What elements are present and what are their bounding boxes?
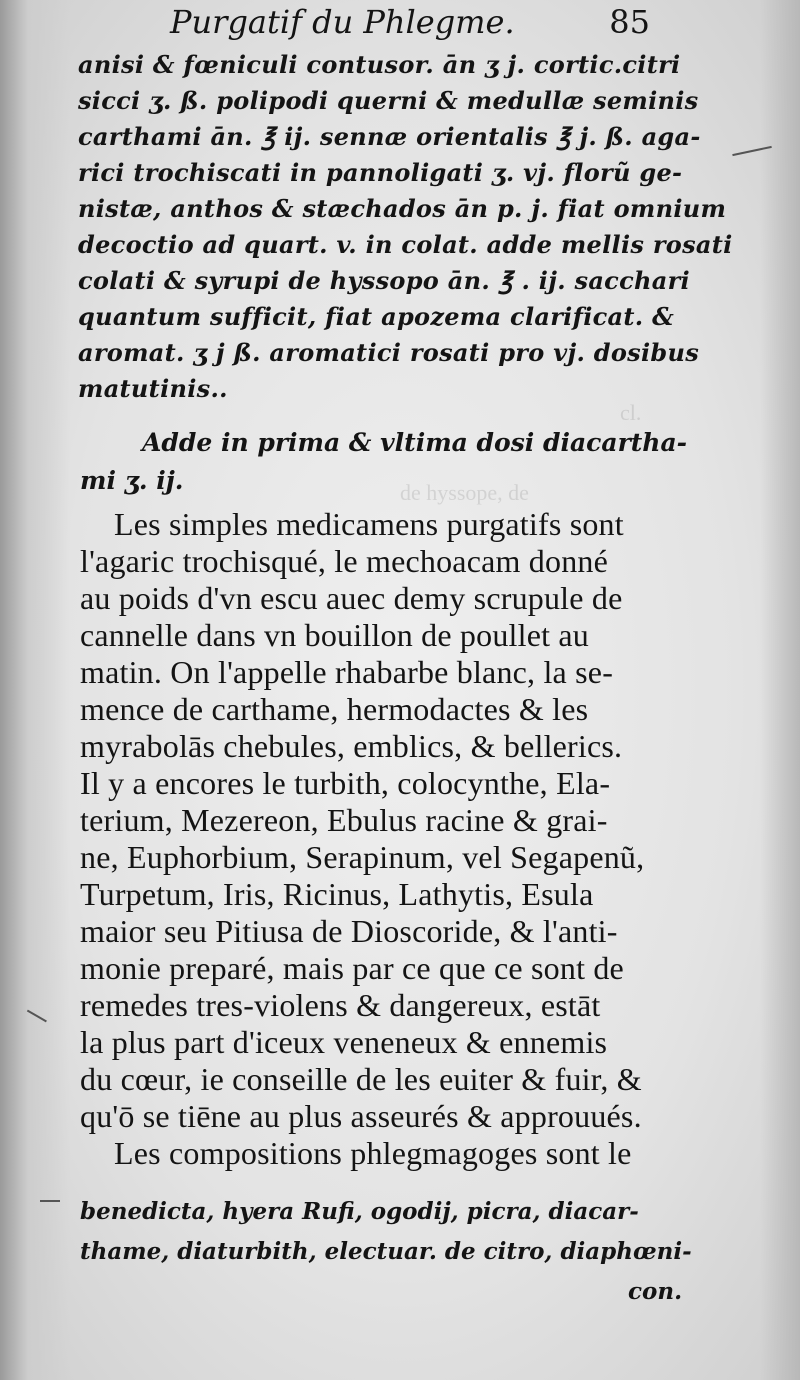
running-title: Purgatif du Phlegme. bbox=[170, 3, 515, 41]
body-line: matin. On l'appelle rhabarbe blanc, la se- bbox=[80, 654, 614, 690]
composition-line: benedicta, hyera Rufi, ogodij, picra, diacar- bbox=[80, 1198, 639, 1225]
recipe-line: matutinis.. bbox=[78, 374, 228, 403]
composition-line: thame, diaturbith, electuar. de citro, diaphœni- bbox=[80, 1238, 692, 1265]
addition-note bbox=[80, 428, 720, 508]
show-through-text: cl. bbox=[620, 400, 642, 425]
show-through-text: de hyssope, de bbox=[400, 480, 529, 505]
body-line: maior seu Pitiusa de Dioscoride, & l'anti- bbox=[80, 913, 618, 949]
body-line: mence de carthame, hermodactes & les bbox=[80, 691, 589, 727]
recipe-line: nistæ, anthos & stæchados ān p. j. fiat omnium bbox=[78, 194, 727, 223]
edge-shadow bbox=[760, 0, 800, 1380]
page-header bbox=[170, 2, 650, 42]
note-line: mi ʒ. ij. bbox=[80, 466, 184, 495]
body-line: cannelle dans vn bouillon de poullet au bbox=[80, 617, 590, 653]
recipe-line: colati & syrupi de hyssopo ān. ℥ . ij. sacchari bbox=[78, 266, 690, 295]
recipe-line: decoctio ad quart. v. in colat. adde mellis rosati bbox=[78, 230, 733, 259]
recipe-line: carthami ān. ℥ ij. sennæ orientalis ℥ j. ß. aga- bbox=[78, 122, 701, 151]
body-line: terium, Mezereon, Ebulus racine & grai- bbox=[80, 802, 608, 838]
body-line: Les compositions phlegmagoges sont le bbox=[114, 1135, 632, 1171]
body-line: l'agaric trochisqué, le mechoacam donné bbox=[80, 543, 609, 579]
recipe-line: quantum sufficit, fiat apozema clarificat. & bbox=[78, 302, 675, 331]
body-line: Il y a encores le turbith, colocynthe, Ela- bbox=[80, 765, 611, 801]
recipe-line: rici trochiscati in pannoligati ʒ. vj. florũ ge- bbox=[78, 158, 683, 187]
recipe-line: anisi & fœniculi contusor. ān ʒ j. cortic.citri bbox=[78, 50, 681, 79]
body-text bbox=[80, 506, 700, 1186]
body-line: qu'ō se tiēne au plus asseurés & approuués. bbox=[80, 1098, 642, 1134]
recipe-block bbox=[78, 50, 733, 420]
note-line: Adde in prima & vltima dosi diacartha- bbox=[142, 428, 688, 457]
page-number: 85 bbox=[609, 3, 650, 41]
body-line: Les simples medicamens purgatifs sont bbox=[114, 506, 624, 542]
gutter-shadow bbox=[0, 0, 70, 1380]
body-line: monie preparé, mais par ce que ce sont de bbox=[80, 950, 624, 986]
body-line: la plus part d'iceux veneneux & ennemis bbox=[80, 1024, 608, 1060]
body-line: du cœur, ie conseille de les euiter & fuir, & bbox=[80, 1061, 642, 1097]
composition-line: con. bbox=[628, 1278, 683, 1305]
recipe-line: sicci ʒ. ß. polipodi querni & medullæ seminis bbox=[78, 86, 699, 115]
composition-list bbox=[80, 1198, 720, 1328]
body-line: remedes tres-violens & dangereux, estāt bbox=[80, 987, 601, 1023]
body-line: ne, Euphorbium, Serapinum, vel Segapenũ, bbox=[80, 839, 645, 875]
margin-mark bbox=[40, 1200, 60, 1202]
recipe-line: aromat. ʒ j ß. aromatici rosati pro vj. dosibus bbox=[78, 338, 700, 367]
body-line: Turpetum, Iris, Ricinus, Lathytis, Esula bbox=[80, 876, 594, 912]
body-line: au poids d'vn escu auec demy scrupule de bbox=[80, 580, 623, 616]
body-line: myrabolās chebules, emblics, & bellerics. bbox=[80, 728, 623, 764]
